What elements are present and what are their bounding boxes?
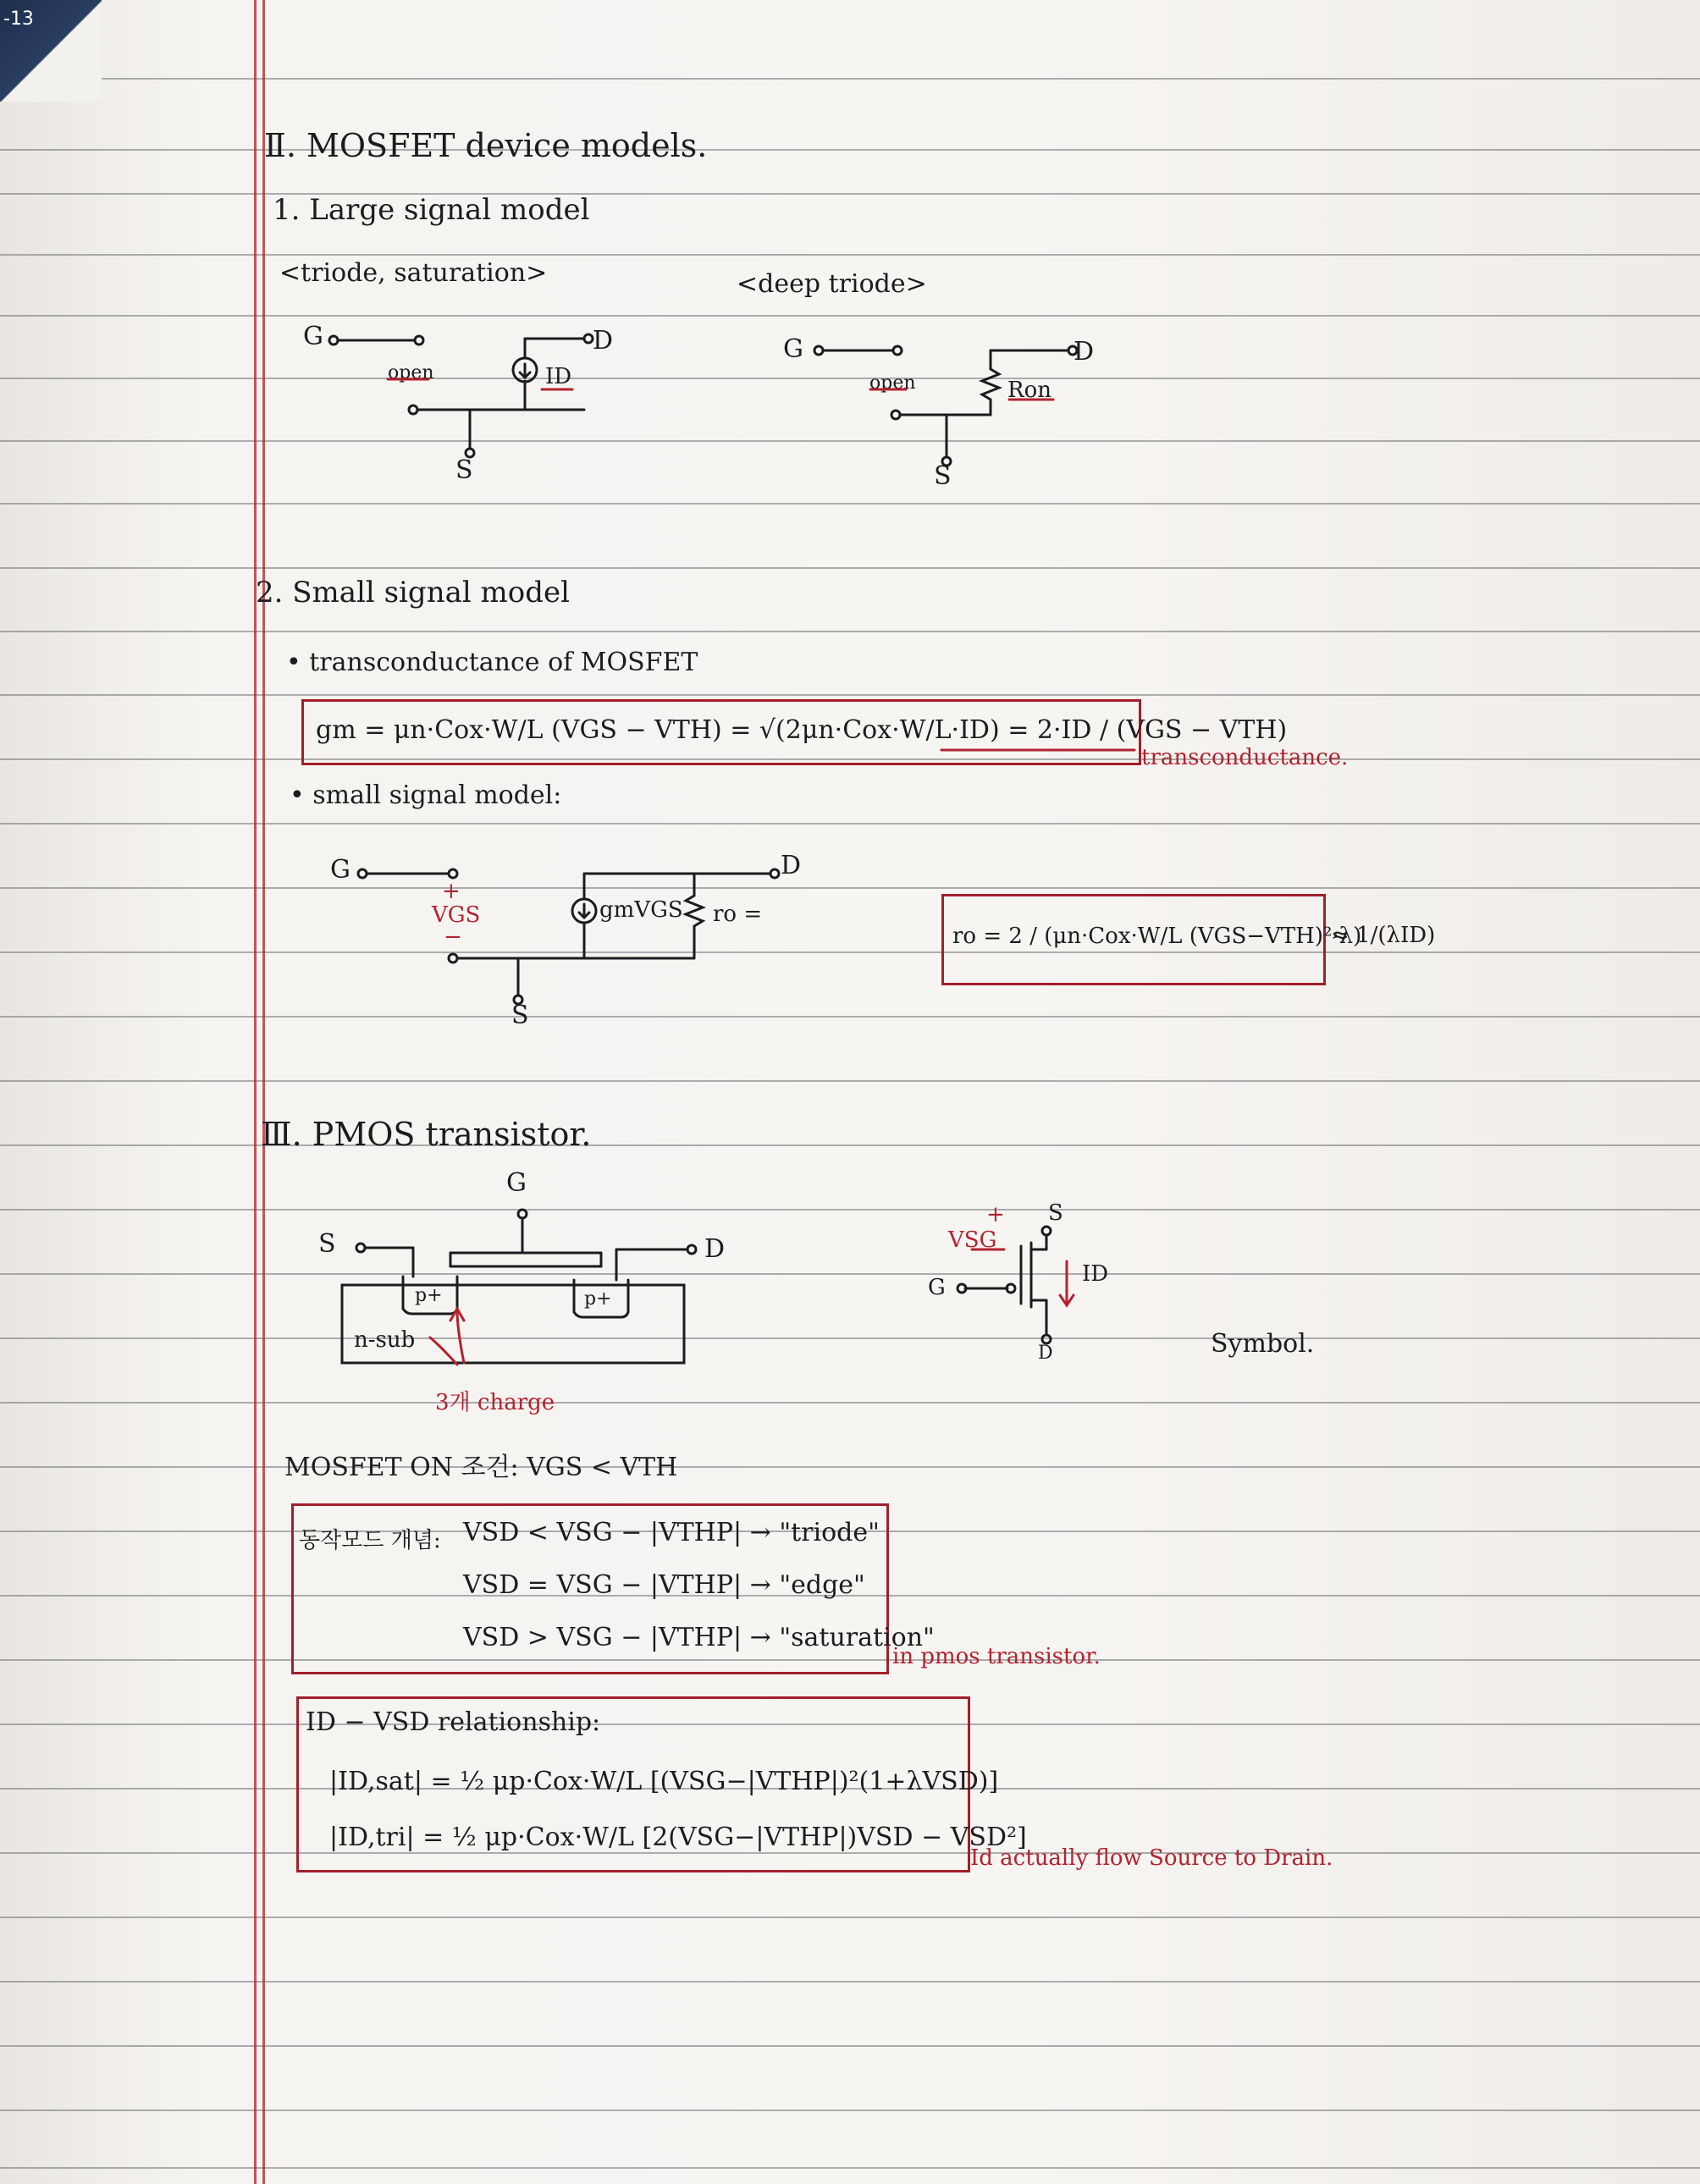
p-plus-right: p+ <box>584 1288 612 1310</box>
nsub-label: n-sub <box>354 1327 416 1353</box>
transconductance-bullet: • transconductance of MOSFET <box>286 648 698 677</box>
sym-id-label: ID <box>1082 1261 1109 1287</box>
circuit-2 <box>814 346 1077 466</box>
large-signal-title: 1. Large signal model <box>273 193 590 227</box>
sym-gate-label: G <box>928 1275 946 1300</box>
small-signal-circuit <box>358 869 779 1004</box>
circ1-source-label: S <box>455 455 473 485</box>
corner-tag: -13 <box>3 8 34 30</box>
symbol-caption: Symbol. <box>1211 1329 1315 1359</box>
region-note: in pmos transistor. <box>892 1644 1101 1669</box>
ro-approx: ≈ 1/(λID) <box>1331 923 1436 948</box>
gm-formula: gm = μn·Cox·W/L (VGS − VTH) = √(2μn·Cox·W/L·ID) = 2·ID / (VGS − VTH) <box>316 715 1288 745</box>
circ1-open-label: open <box>388 362 434 383</box>
circ1-current-label: ID <box>545 364 572 389</box>
sym-source-label: S <box>1048 1200 1063 1226</box>
triode-saturation-label: <triode, saturation> <box>279 258 548 288</box>
deep-triode-label: <deep triode> <box>737 269 927 299</box>
circ2-drain-label: D <box>1074 337 1095 367</box>
pmos-gate-label: G <box>506 1168 527 1198</box>
mosfet-on-condition: MOSFET ON 조건: VGS < VTH <box>284 1453 678 1482</box>
ss-plus-label: + <box>442 879 461 904</box>
id-note: Id actually flow Source to Drain. <box>970 1845 1333 1871</box>
section-2-title: Ⅱ. MOSFET device models. <box>264 127 708 164</box>
circ2-ron-label: Ron <box>1007 378 1051 403</box>
region-label: 동작모드 개념: <box>299 1528 441 1553</box>
charge-label: 3개 charge <box>435 1390 555 1415</box>
region-triode: VSD < VSG − |VTHP| → "triode" <box>463 1518 880 1547</box>
circ2-open-label: open <box>869 372 916 394</box>
region-edge: VSD = VSG − |VTHP| → "edge" <box>463 1570 865 1600</box>
id-sat-equation: |ID,sat| = ½ μp·Cox·W/L [(VSG−|VTHP|)²(1+λVSD)] <box>329 1767 999 1796</box>
id-vsd-title: ID − VSD relationship: <box>306 1707 601 1737</box>
ss-gm-source-label: gmVGS <box>599 897 683 923</box>
ss-ro-label: ro = <box>713 902 763 927</box>
small-signal-bullet: • small signal model: <box>290 780 562 810</box>
sym-plus-label: + <box>986 1202 1005 1227</box>
section-3-title: Ⅲ. PMOS transistor. <box>261 1116 592 1153</box>
circ2-source-label: S <box>934 461 952 491</box>
pmos-cross-section <box>342 1210 696 1363</box>
ss-minus-label: − <box>444 924 462 950</box>
sym-drain-label: D <box>1038 1343 1053 1364</box>
circ1-gate-label: G <box>303 322 323 351</box>
circ1-drain-label: D <box>593 326 614 356</box>
ro-formula: ro = 2 / (μn·Cox·W/L (VGS−VTH)²·λ) <box>952 924 1362 949</box>
ss-source-label: S <box>511 1001 529 1030</box>
ss-gate-label: G <box>330 855 350 885</box>
resistor-icon <box>982 369 999 400</box>
circuit-1 <box>329 334 593 457</box>
sym-vsg-label: VSG <box>948 1227 997 1253</box>
pmos-symbol-icon <box>958 1227 1051 1343</box>
ss-vgs-label: VGS <box>432 902 481 928</box>
id-tri-equation: |ID,tri| = ½ μp·Cox·W/L [2(VSG−|VTHP|)VSD − VSD²] <box>329 1823 1027 1852</box>
region-saturation: VSD > VSG − |VTHP| → "saturation" <box>463 1623 935 1652</box>
pmos-drain-label: D <box>704 1234 726 1264</box>
circ2-gate-label: G <box>783 334 803 364</box>
small-signal-title: 2. Small signal model <box>256 576 571 609</box>
p-plus-left: p+ <box>415 1285 443 1306</box>
gm-note: transconductance. <box>1141 745 1349 770</box>
ss-drain-label: D <box>781 851 802 880</box>
pmos-source-label: S <box>318 1229 336 1259</box>
